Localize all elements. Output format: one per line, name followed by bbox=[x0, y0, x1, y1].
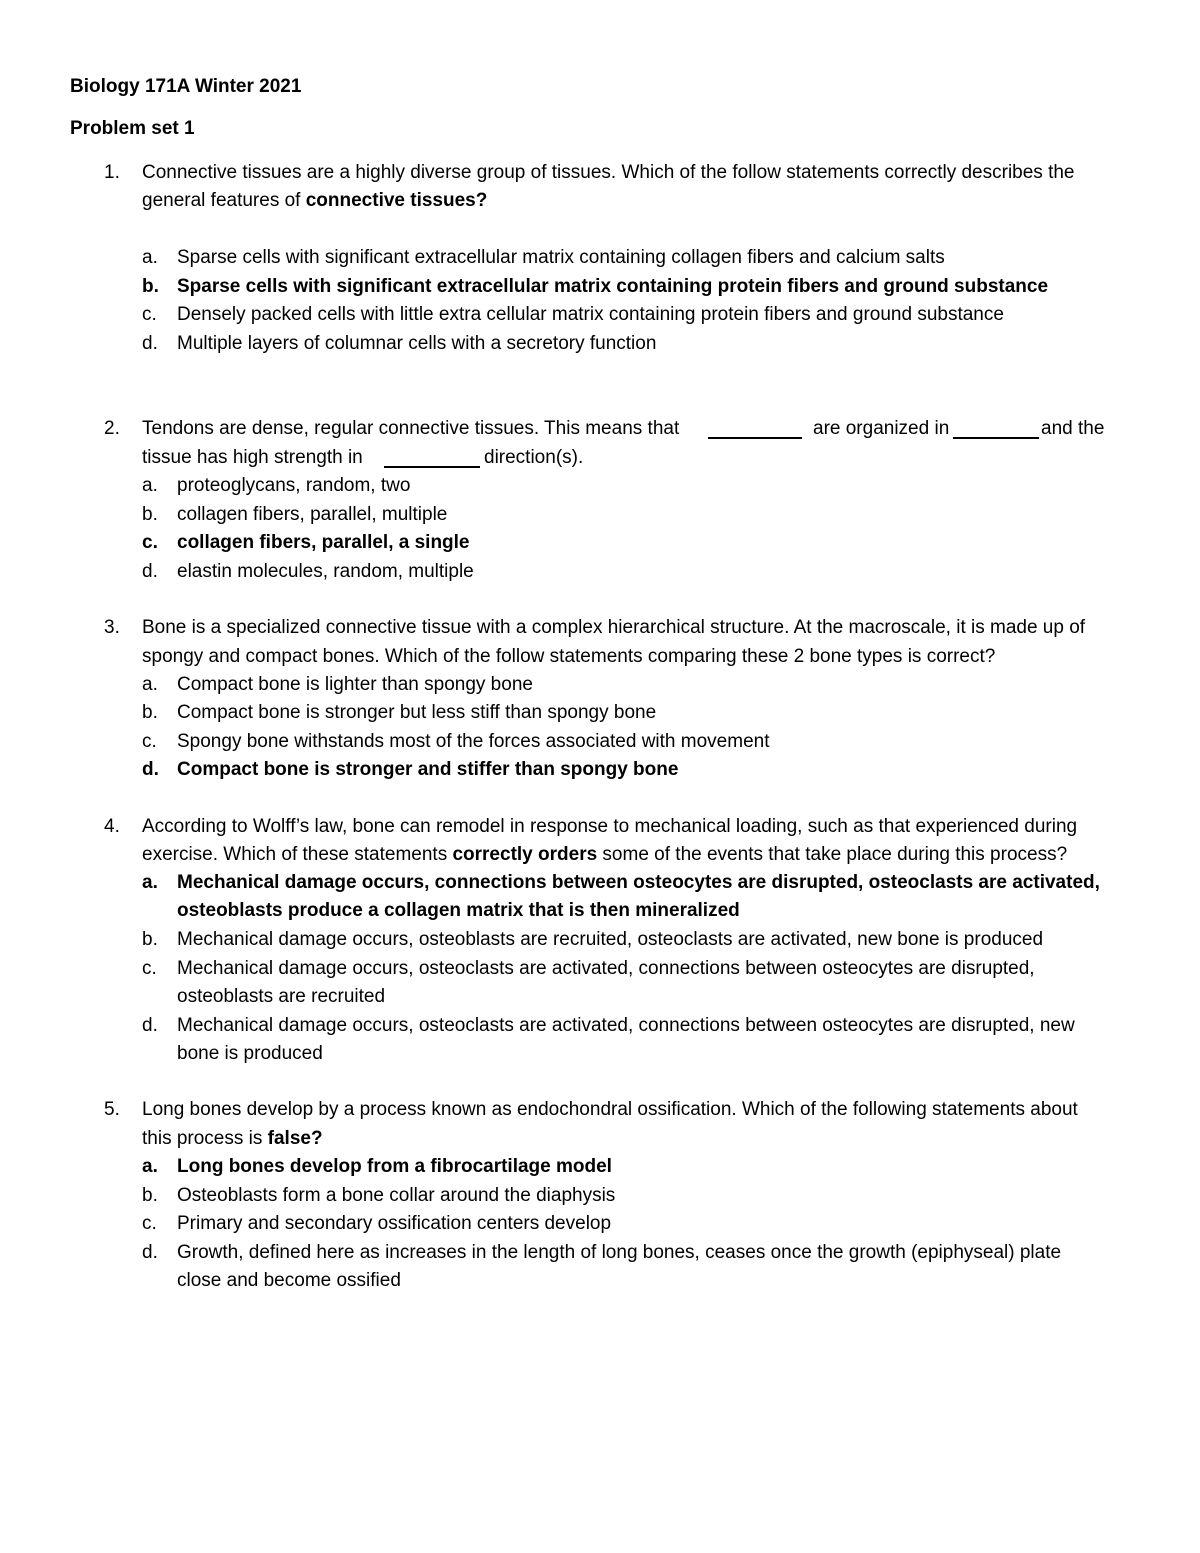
option-letter: b. bbox=[142, 1185, 158, 1206]
problem-set-title: Problem set 1 bbox=[70, 118, 195, 139]
question-text: According to Wolff’s law, bone can remodel in response to mechanical loading, such as that experienced during bbox=[142, 816, 1078, 837]
option-text-answer: Long bones develop from a fibrocartilage model bbox=[177, 1156, 612, 1177]
option-text: Osteoblasts form a bone collar around the diaphysis bbox=[177, 1185, 616, 1206]
option-letter: c. bbox=[142, 731, 157, 752]
option-text: Mechanical damage occurs, osteoblasts are recruited, osteoclasts are activated, new bone is produced bbox=[177, 929, 1044, 950]
option-letter: d. bbox=[142, 1015, 158, 1036]
option-letter: b. bbox=[142, 929, 158, 950]
question-text-fragment: are organized in bbox=[813, 418, 950, 439]
question-text-continued bbox=[142, 189, 487, 213]
question-text-fragment: exercise. Which of these statements bbox=[142, 844, 453, 865]
option-letter: d. bbox=[142, 1242, 158, 1263]
option-text-continued: bone is produced bbox=[177, 1043, 323, 1064]
option-text: Multiple layers of columnar cells with a secretory function bbox=[177, 333, 657, 354]
question-text-fragment: some of the events that take place during this process? bbox=[597, 844, 1068, 865]
option-letter: a. bbox=[142, 247, 158, 268]
option-text: Sparse cells with significant extracellular matrix containing collagen fibers and calcium salts bbox=[177, 247, 945, 268]
option-text: collagen fibers, parallel, multiple bbox=[177, 504, 448, 525]
option-letter: a. bbox=[142, 1156, 158, 1177]
question-number: 5. bbox=[104, 1099, 120, 1120]
question-text-fragment: direction(s). bbox=[484, 447, 584, 468]
option-text-answer: collagen fibers, parallel, a single bbox=[177, 532, 470, 553]
answer-blank bbox=[708, 421, 802, 439]
question-text-emphasis: correctly orders bbox=[452, 844, 598, 865]
option-text: Mechanical damage occurs, osteoclasts are activated, connections between osteocytes are disrupted, bbox=[177, 958, 1035, 979]
question-text: Long bones develop by a process known as endochondral ossification. Which of the following statements about bbox=[142, 1099, 1078, 1120]
question-number: 4. bbox=[104, 816, 120, 837]
question-text-continued bbox=[142, 843, 1067, 867]
option-text-answer: Sparse cells with significant extracellular matrix containing protein fibers and ground substance bbox=[177, 276, 1049, 297]
option-text: Compact bone is stronger but less stiff than spongy bone bbox=[177, 702, 657, 723]
question-number: 3. bbox=[104, 617, 120, 638]
option-letter: b. bbox=[142, 702, 158, 723]
question-text: Bone is a specialized connective tissue with a complex hierarchical structure. At the macroscale, it is made up of bbox=[142, 617, 1086, 638]
option-letter: c. bbox=[142, 532, 158, 553]
option-text: Primary and secondary ossification centers develop bbox=[177, 1213, 612, 1234]
option-text: Compact bone is lighter than spongy bone bbox=[177, 674, 533, 695]
option-text: Mechanical damage occurs, osteoclasts are activated, connections between osteocytes are disrupted, new bbox=[177, 1015, 1075, 1036]
question-text: Tendons are dense, regular connective tissues. This means that bbox=[142, 418, 680, 439]
course-title: Biology 171A Winter 2021 bbox=[70, 76, 302, 97]
question-text-continued: spongy and compact bones. Which of the follow statements comparing these 2 bone types is correct? bbox=[142, 646, 996, 667]
option-letter: b. bbox=[142, 276, 159, 297]
question-text-emphasis: connective tissues? bbox=[305, 190, 488, 211]
question-text-fragment: and the bbox=[1041, 418, 1105, 439]
option-letter: c. bbox=[142, 304, 157, 325]
option-letter: a. bbox=[142, 872, 158, 893]
option-text-answer: Mechanical damage occurs, connections between osteocytes are disrupted, osteoclasts are activated, bbox=[177, 872, 1100, 893]
option-text-answer: Compact bone is stronger and stiffer than spongy bone bbox=[177, 759, 679, 780]
option-text: proteoglycans, random, two bbox=[177, 475, 411, 496]
option-letter: a. bbox=[142, 674, 158, 695]
option-letter: c. bbox=[142, 958, 157, 979]
option-text-answer-continued: osteoblasts produce a collagen matrix that is then mineralized bbox=[177, 900, 740, 921]
option-text-continued: osteoblasts are recruited bbox=[177, 986, 386, 1007]
option-letter: c. bbox=[142, 1213, 157, 1234]
question-text-emphasis: false? bbox=[267, 1128, 323, 1149]
question-text: Connective tissues are a highly diverse group of tissues. Which of the follow statements correctly describes the bbox=[142, 162, 1075, 183]
option-text: elastin molecules, random, multiple bbox=[177, 561, 474, 582]
answer-blank bbox=[384, 450, 480, 468]
option-text: Densely packed cells with little extra cellular matrix containing protein fibers and ground substance bbox=[177, 304, 1004, 325]
option-letter: d. bbox=[142, 333, 158, 354]
option-letter: b. bbox=[142, 504, 158, 525]
question-text-continued: tissue has high strength in bbox=[142, 447, 363, 468]
question-text-fragment: this process is bbox=[142, 1128, 268, 1149]
option-letter: d. bbox=[142, 759, 159, 780]
answer-blank bbox=[953, 421, 1039, 439]
option-letter: d. bbox=[142, 561, 158, 582]
option-text-continued: close and become ossified bbox=[177, 1270, 401, 1291]
question-number: 2. bbox=[104, 418, 120, 439]
question-number: 1. bbox=[104, 162, 120, 183]
option-text: Spongy bone withstands most of the forces associated with movement bbox=[177, 731, 770, 752]
question-text-continued bbox=[142, 1127, 323, 1151]
option-text: Growth, defined here as increases in the length of long bones, ceases once the growth (epiphyseal) plate bbox=[177, 1242, 1062, 1263]
option-letter: a. bbox=[142, 475, 158, 496]
question-text-fragment: general features of bbox=[142, 190, 306, 211]
